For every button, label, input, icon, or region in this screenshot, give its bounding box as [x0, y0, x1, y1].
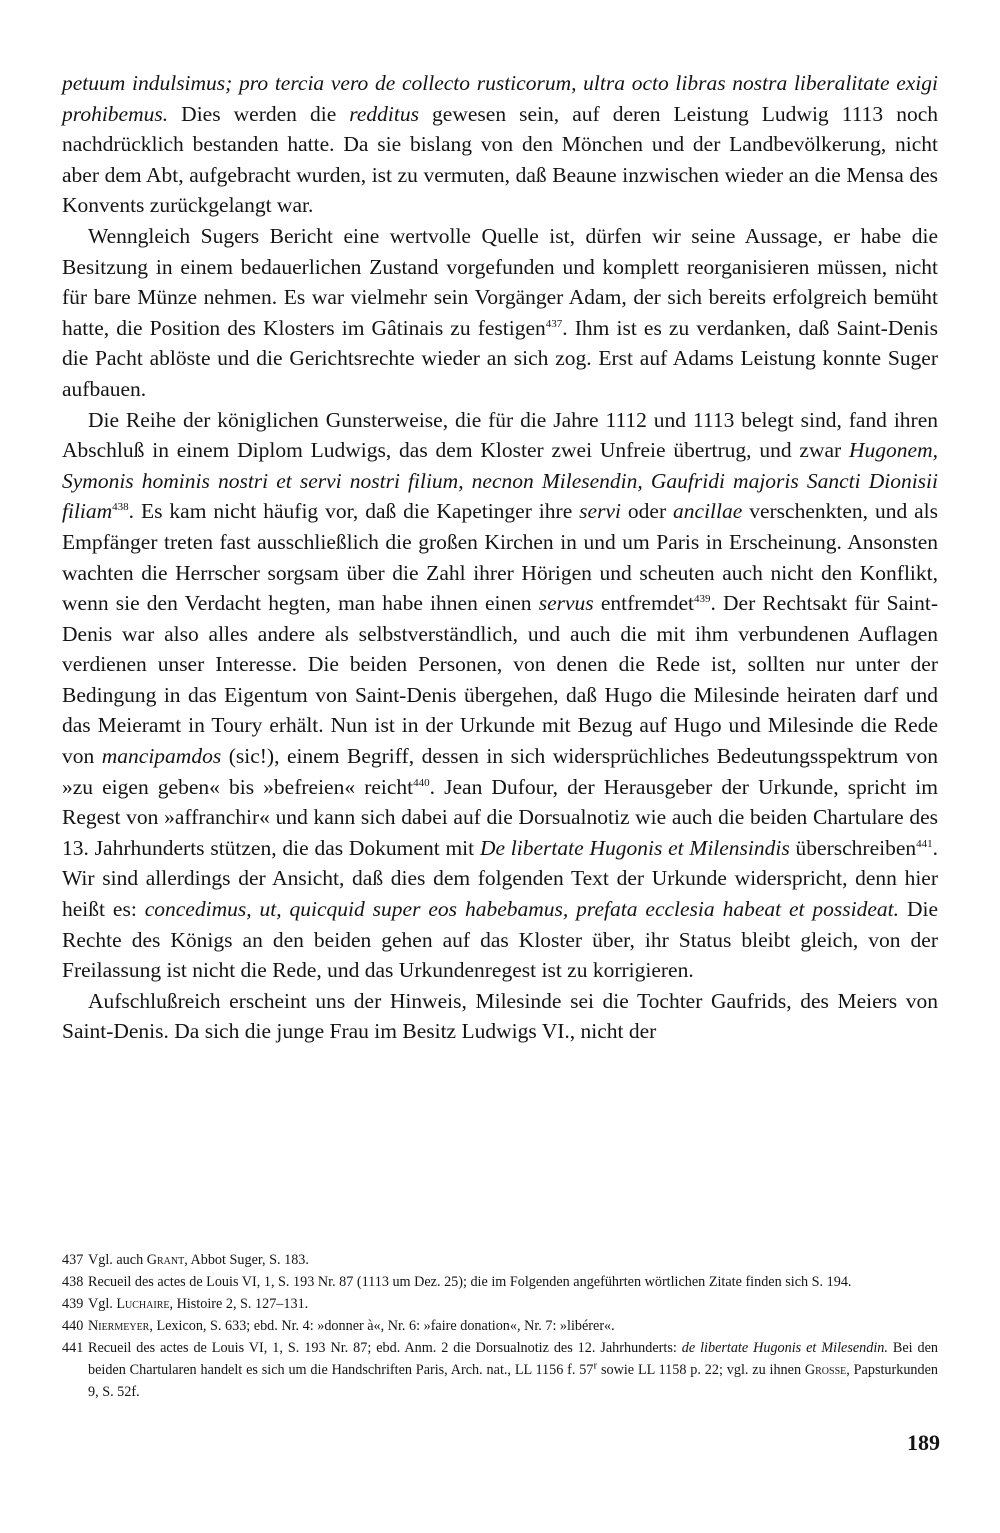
footnote-ref: 441: [916, 837, 933, 850]
text-segment: Vgl. auch: [88, 1252, 147, 1268]
footnote: [62, 1293, 938, 1315]
text-segment: , Abbot Suger, S. 183.: [184, 1252, 309, 1268]
text-segment: . Der Rechtsakt für Saint-Denis war also alles andere als selbstverständlich, und auch die mit ihm verbundenen Auflagen verdienen unser Interesse. Die beiden Personen, von denen die Rede ist, sollten nur unter der Bedingung in das Eigentum von Saint-Denis übergehen, daß Hugo die Milesinde heiraten darf und das Meieramt in Toury erhält. Nun ist in der Urkunde mit Bezug auf Hugo und Milesinde die Rede von: [62, 591, 938, 769]
paragraph: [62, 986, 938, 1047]
footnote-number: 439: [62, 1296, 84, 1312]
text-segment: Grant: [146, 1252, 185, 1268]
footnote: [62, 1337, 938, 1403]
italic-text: de libertate Hugonis et Milesendin.: [681, 1340, 888, 1356]
text-segment: oder: [620, 499, 674, 524]
footnote: [62, 1271, 938, 1293]
text-segment: , Lexicon, S. 633; ebd. Nr. 4: »donner à«, Nr. 6: »faire donation«, Nr. 7: »libérer«.: [149, 1318, 615, 1334]
text-segment: . Es kam nicht häufig vor, daß die Kapetinger ihre: [128, 499, 580, 524]
text-segment: verschenkten, und als Empfänger treten fast ausschließlich die großen Kirchen in und um Paris in Erscheinung. Ansonsten wachten die Herrscher sorgsam über die Zahl ihrer Hörigen und scheuten auch nicht den Konflikt, wenn sie den Verdacht hegten, man habe ihnen einen: [62, 499, 939, 616]
text-segment: Vgl.: [88, 1296, 117, 1312]
text-segment: (sic!), einem Begriff, dessen in sich widersprüchliches Bedeutungsspektrum von »zu eigen geben« bis »befreien« reicht: [62, 744, 938, 799]
text-segment: Niermeyer: [88, 1318, 150, 1334]
page-number: 189: [907, 1430, 940, 1455]
text-segment: , Histoire 2, S. 127–131.: [169, 1296, 309, 1312]
paragraph: [62, 68, 938, 221]
footnote-number: 441: [62, 1340, 84, 1356]
footnote-text: [88, 1315, 938, 1337]
footnote-ref: 440: [413, 776, 430, 789]
text-segment: Recueil des actes de Louis VI, 1, S. 193 Nr. 87 (1113 um Dez. 25); die im Folgenden angeführten wörtlichen Zitate finden sich S. 194.: [88, 1274, 852, 1290]
text-segment: Grosse: [804, 1362, 847, 1378]
text-segment: sowie LL 1158 p. 22; vgl. zu ihnen: [597, 1362, 805, 1378]
footnote-ref: r: [593, 1359, 598, 1372]
text-segment: entfremdet: [593, 591, 694, 616]
italic-text: redditus: [349, 101, 419, 126]
paragraph: [62, 405, 938, 986]
footnote-ref: 437: [545, 317, 563, 330]
italic-text: servus: [538, 591, 594, 616]
text-segment: Wenngleich Sugers Bericht eine wertvolle Quelle ist, dürfen wir seine Aussage, er habe die Besitzung in einem bedauerlichen Zustand vorgefunden und komplett reorganisieren müssen, nicht für bare Münze nehmen. Es war vielmehr sein Vorgänger Adam, der sich bereits erfolgreich bemüht hatte, die Position des Klosters im Gâtinais zu festigen: [62, 223, 938, 340]
text-segment: Die Rechte des Königs an den beiden gehen auf das Kloster über, ihr Status bleibt gleich, von der Freilassung ist nicht die Rede, und das Urkundenregest ist zu korrigieren.: [62, 897, 938, 983]
text-segment: . Ihm ist es zu verdanken, daß Saint-Denis die Pacht ablöste und die Gerichtsrechte wieder an sich zog. Erst auf Adams Leistung konnte Suger aufbauen.: [62, 315, 939, 401]
footnote: [62, 1249, 938, 1271]
italic-text: servi: [579, 499, 621, 524]
text-segment: überschreiben: [789, 835, 917, 860]
italic-text: petuum indulsimus; pro tercia vero de collecto rusticorum, ultra octo libras nostra liberalitate exigi prohibemus.: [62, 71, 938, 126]
italic-text: Hugonem, Symonis hominis nostri et servi nostri filium, necnon Milesendin, Gaufridi majoris Sancti Dionisii filiam: [62, 438, 938, 524]
text-segment: Dies werden die: [168, 101, 350, 126]
footnote-ref: 439: [693, 592, 711, 605]
text-segment: . Jean Dufour, der Herausgeber der Urkunde, spricht im Regest von »affranchir« und kann sich dabei auf die Dorsualnotiz wie auch die beiden Chartulare des 13. Jahrhunderts stützen, die das Dokument mit: [62, 774, 939, 860]
footnote-text: [88, 1337, 938, 1403]
footnote-number: 440: [62, 1318, 84, 1334]
footnotes: [62, 1249, 938, 1403]
text-segment: Bei den beiden Chartularen handelt es sich um die Handschriften Paris, Arch. nat., LL 1156 f. 57: [88, 1340, 939, 1378]
footnote: [62, 1315, 938, 1337]
text-segment: , Papsturkunden 9, S. 52f.: [88, 1362, 938, 1400]
footnote-number: 437: [62, 1252, 84, 1268]
text-segment: Die Reihe der königlichen Gunsterweise, die für die Jahre 1112 und 1113 belegt sind, fand ihren Abschluß in einem Diplom Ludwigs, das dem Kloster zwei Unfreie übertrug, und zwar: [62, 407, 938, 463]
body-text: [62, 68, 938, 1047]
footnote-text: [88, 1271, 938, 1293]
italic-text: mancipamdos: [101, 744, 222, 769]
text-segment: . Wir sind allerdings der Ansicht, daß dies dem folgenden Text der Urkunde widerspricht, denn hier heißt es:: [62, 835, 938, 922]
text-segment: gewesen sein, auf deren Leistung Ludwig 1113 noch nachdrücklich bestanden hatte. Da sie bislang von den Mönchen und der Landbevölkerung, nicht aber dem Abt, aufgebracht wurden, ist zu vermuten, daß Beaune inzwischen wieder an die Mensa des Konvents zurückgelangt war.: [62, 101, 938, 218]
text-segment: Recueil des actes de Louis VI, 1, S. 193 Nr. 87; ebd. Anm. 2 die Dorsualnotiz des 12. Jahrhunderts:: [88, 1340, 682, 1356]
footnote-number: 438: [62, 1274, 84, 1290]
italic-text: concedimus, ut, quicquid super eos habebamus, prefata ecclesia habeat et possideat.: [144, 897, 900, 922]
italic-text: ancillae: [673, 499, 743, 524]
italic-text: De libertate Hugonis et Milensindis: [479, 835, 790, 860]
paragraph: [62, 221, 938, 405]
text-segment: Aufschlußreich erscheint uns der Hinweis, Milesinde sei die Tochter Gaufrids, des Meiers von Saint-Denis. Da sich die junge Frau im Besitz Ludwigs VI., nicht der: [62, 988, 938, 1044]
text-segment: Luchaire: [116, 1296, 170, 1312]
footnote-text: [88, 1293, 938, 1315]
footnote-ref: 438: [112, 501, 129, 514]
footnote-text: [88, 1249, 938, 1271]
